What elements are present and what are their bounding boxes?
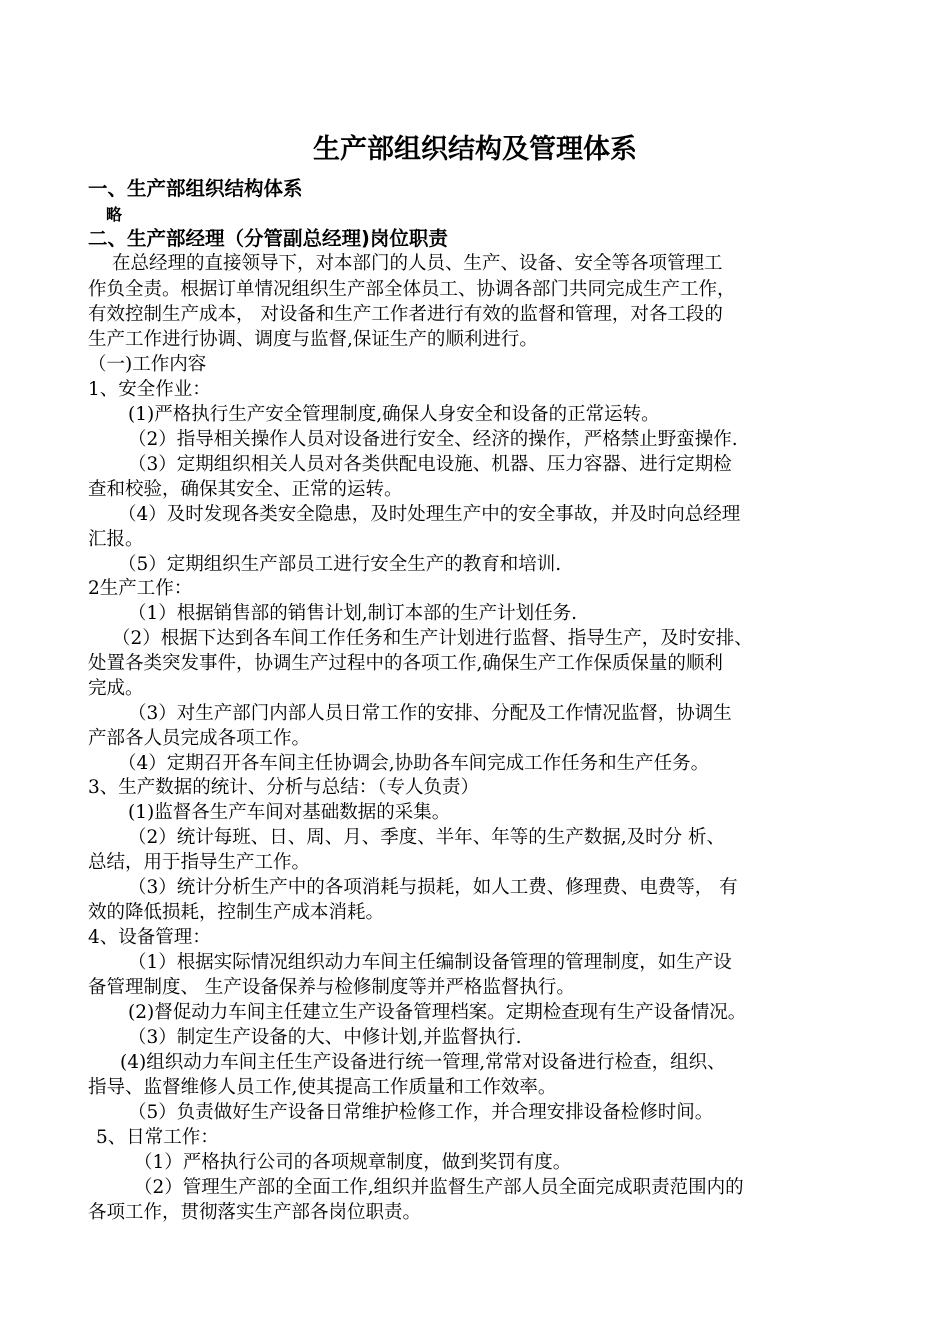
paragraph-line: 作负全责。根据订单情况组织生产部全体员工、协调各部门共同完成生产工作， [88,279,736,300]
list-item: （4）及时发现各类安全隐患，及时处理生产中的安全事故，并及时向总经理 [118,504,741,525]
list-item: (2)督促动力车间主任建立生产设备管理档案。定期检查现有生产设备情况。 [128,1002,747,1023]
list-item-continuation: 完成。 [88,678,144,699]
paragraph-line: 在总经理的直接领导下，对本部门的人员、生产、设备、安全等各项管理工 [112,253,723,274]
item-heading: 2生产工作： [88,578,193,599]
list-item: （3）制定生产设备的大、中修计划,并监督执行. [128,1027,522,1048]
item-heading: 1、安全作业： [88,379,211,400]
subsection-heading: （一)工作内容 [88,354,207,375]
list-item-continuation: 各项工作，贯彻落实生产部各岗位职责。 [88,1202,422,1223]
list-item: (1)严格执行生产安全管理制度,确保人身安全和设备的正常运转。 [128,404,660,425]
list-item-continuation: 指导、监督维修人员工作,使其提高工作质量和工作效率。 [88,1077,557,1098]
list-item-continuation: 总结，用于指导生产工作。 [88,852,311,873]
list-item: （2）根据下达到各车间工作任务和生产计划进行监督、指导生产，及时安排、 [112,628,753,649]
list-item: （1）根据实际情况组织动力车间主任编制设备管理的管理制度，如生产设 [128,952,732,973]
item-heading: 3、生产数据的统计、分析与总结：（专人负责） [88,777,480,798]
paragraph-line: 有效控制生产成本， 对设备和生产工作者进行有效的监督和管理，对各工段的 [88,304,723,325]
item-heading: 4、设备管理： [88,927,211,948]
list-item: （1）严格执行公司的各项规章制度，做到奖罚有度。 [134,1152,572,1173]
list-item: （4）定期召开各车间主任协调会,协助各车间完成工作任务和生产任务。 [118,753,710,774]
list-item: （2）统计每班、日、周、月、季度、半年、年等的生产数据,及时分 析、 [128,827,726,848]
list-item-continuation: 汇报。 [88,529,144,550]
list-item: （2）指导相关操作人员对设备进行安全、经济的操作，严格禁止野蛮操作. [128,429,738,450]
list-item: （3）统计分析生产中的各项消耗与损耗，如人工费、修理费、电费等， 有 [128,877,738,898]
list-item: （3）对生产部门内部人员日常工作的安排、分配及工作情况监督，协调生 [128,703,732,724]
section-heading-1: 一、生产部组织结构体系 [88,177,303,200]
list-item: (1)监督各生产车间对基础数据的采集。 [128,802,451,823]
list-item: （1）根据销售部的销售计划,制订本部的生产计划任务. [128,603,578,624]
list-item: (4)组织动力车间主任生产设备进行统一管理,常常对设备进行检查，组织、 [120,1052,726,1073]
list-item-continuation: 备管理制度、 生产设备保养与检修制度等并严格监督执行。 [88,977,575,998]
list-item-continuation: 处置各类突发事件，协调生产过程中的各项工作,确保生产工作保质保量的顺利 [88,653,723,674]
section-heading-2: 二、生产部经理（分管副总经理)岗位职责 [88,227,448,250]
list-item: （5）定期组织生产部员工进行安全生产的教育和培训. [118,554,562,575]
list-item-continuation: 产部各人员完成各项工作。 [88,728,311,749]
list-item-continuation: 查和校验，确保其安全、正常的运转。 [88,479,403,500]
document-title: 生产部组织结构及管理体系 [313,134,637,165]
list-item: （2）管理生产部的全面工作,组织并监督生产部人员全面完成职责范围内的 [134,1177,744,1198]
paragraph-line: 生产工作进行协调、调度与监督,保证生产的顺利进行。 [88,329,538,350]
item-heading: 5、日常工作： [96,1127,219,1148]
list-item: （5）负责做好生产设备日常维护检修工作，并合理安排设备检修时间。 [128,1102,714,1123]
section-1-content: 略 [106,205,123,224]
list-item: （3）定期组织相关人员对各类供配电设施、机器、压力容器、进行定期检 [128,454,732,475]
list-item-continuation: 效的降低损耗，控制生产成本消耗。 [88,902,385,923]
